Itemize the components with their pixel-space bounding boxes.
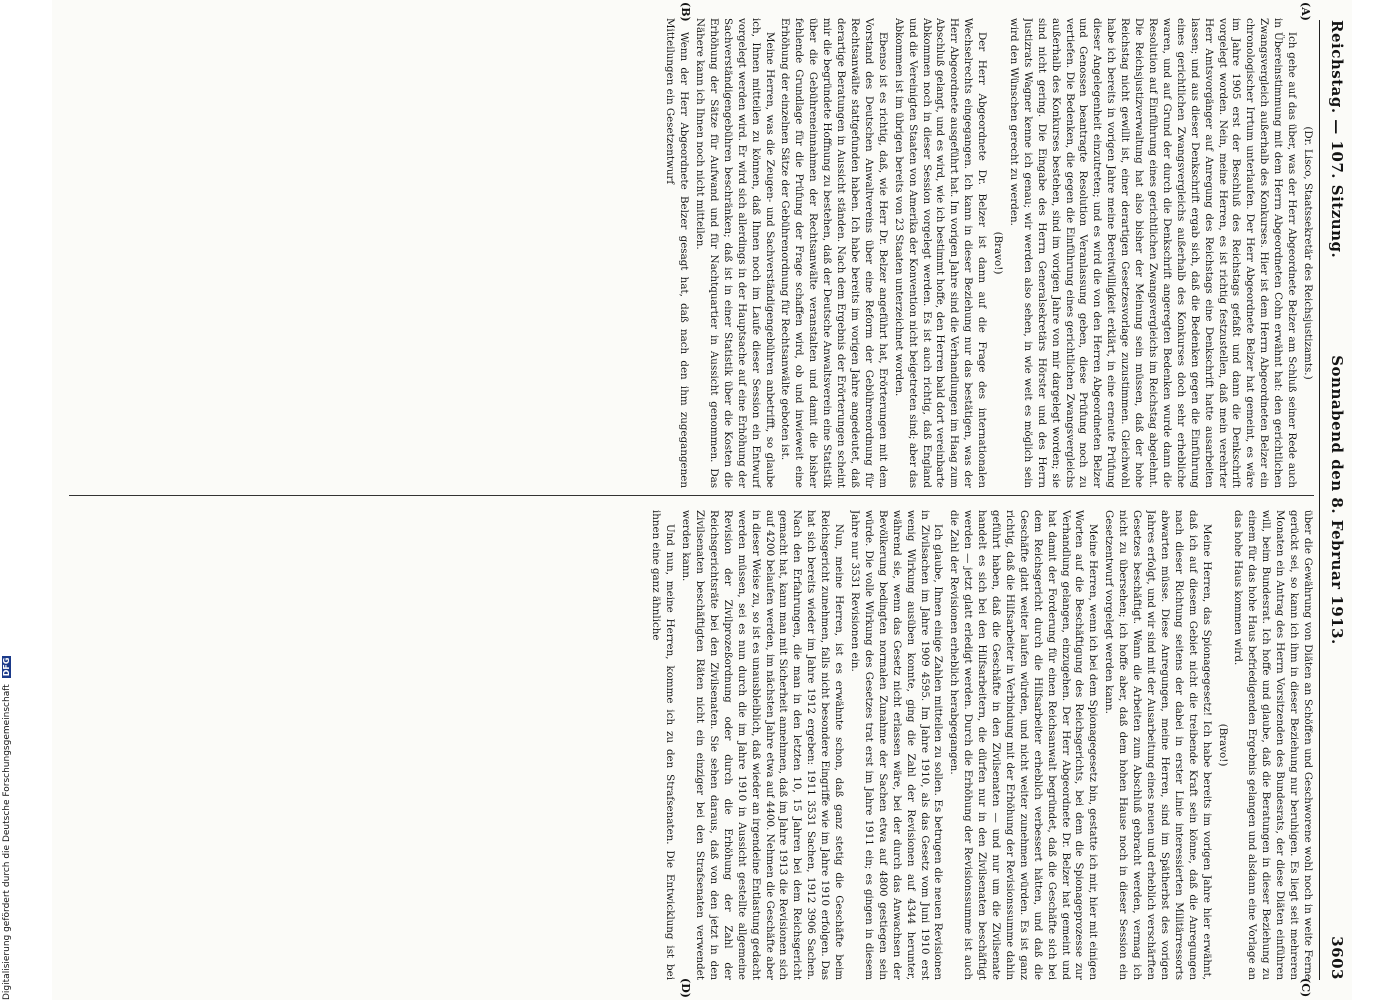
- paragraph: Und nun, meine Herren, komme ich zu den Strafsenaten. Die Entwicklung ist bei ihnen eine ganz ähnliche: [650, 510, 677, 980]
- page-number: 3603: [1328, 936, 1346, 980]
- paragraph: Meine Herren, wenn ich bei dem Spionagegesetz bin, gestatte ich mir, hier mit einigen Worten auf die Beschäftigung des Reichsgerichts, bei dem die Spionageprozesse zur Verhandlung gelangen, einzugehen. Der Herr Abgeordnete Dr. Belzer hat gemeint und hat damit der Forderung für einen Reichsanwalt begründet, daß die Geschäfte sich bei dem Reichsgericht durch die Hilfsarbeiter erheblich verbessert hätten, und daß die Geschäfte glatt weiter laufen würden, und nicht weiter zunehmen würden. Es ist ganz richtig, daß die Hilfsarbeiter in Verbindung mit der Erhöhung der Revisionssumme dahin geführt haben, daß die Geschäfte in den Zivilsenaten — und nur um die Zivilsenate handelt es sich bei den Hilfsarbeitern, die dürfen nur in den Zivilsenaten beschäftigt werden — jetzt glatt erledigt werden. Durch die Erhöhung der Revisionssumme ist auch die Zahl der Revisionen erheblich herabgegangen.: [948, 510, 1100, 980]
- header-date: Sonnabend den 8. Februar 1913.: [1328, 355, 1346, 645]
- paragraph: Wenn der Herr Abgeordnete Belzer gesagt hat, daß nach den ihm zugegangenen Mitteilungen ein Gesetzentwurf: [664, 18, 691, 488]
- applause-note: (Bravo!): [1216, 723, 1229, 767]
- scanned-page: [52, 0, 1352, 1000]
- digitization-credit: [2, 0, 16, 1000]
- header-left: Reichstag. — 107. Sitzung.: [1328, 20, 1346, 259]
- dfg-logo: DFG: [2, 657, 11, 677]
- applause-note: (Bravo!): [992, 231, 1005, 275]
- left-column: [69, 18, 1314, 488]
- margin-mark-d: (D): [679, 978, 692, 998]
- paragraph: Ich glaube, Ihnen einige Zahlen mitteilen zu sollen. Es betrugen die neuen Revisionen in Zivilsachen im Jahre 1909 4595. Im Jahre 1910, als das Gesetz vom Juni 1910 erst wenig Wirkung ausüben konnte, ging die Zahl der Revisionen auf 4344 herunter, während sie, wenn das Gesetz nicht erlassen wäre, bei der durch das Anwachsen der Bevölkerung bedingten normalen Zunahme der Sachen etwa auf 4800 gestiegen sein würde. Die volle Wirkung des Gesetzes trat erst im Jahre 1911 ein; es gingen in diesem Jahre nur 3531 Revisionen ein.: [849, 510, 945, 980]
- margin-mark-a: (A): [1299, 2, 1312, 21]
- column-divider: [69, 495, 1314, 496]
- paragraph: Meine Herren, was die Zeugen- und Sachverständigengebühren anbetrifft, so glaube ich, Ihnen mitteilen zu können, daß Ihnen noch im Laufe dieser Session ein Entwurf vorgelegt werden wird. Er wird sich allerdings in der Hauptsache auf eine Erhöhung der Sachverständigengebühren beschränken; daß ist in einer Statistik über die Kosten die Erhöhung der Sätze für Aufwand und für Nachtquartier in Aussicht genommen. Das Nähere kann ich Ihnen noch nicht mitteilen.: [694, 18, 776, 488]
- paragraph: über die Gewährung von Diäten an Schöffen und Geschworene wohl noch in weite Ferne gerückt sei, so kann ich ihm in dieser Beziehung nur beruhigen. Es liegt seit mehreren Monaten ein Antrag des Herrn Vorsitzenden des Bundesrats, der diese Diäten einführen will, beim Bundesrat. Ich hoffe und glaube, daß die Beratungen in dieser Beziehung zu einem für das hohe Haus befriedigenden Ergebnis gelangen und alsdann eine Vorlage an das hohe Haus kommen wird.: [1232, 510, 1314, 980]
- paragraph: Ich gehe auf das über, was der Herr Abgeordnete Belzer am Schluß seiner Rede auch in Übereinstimmung mit dem Herrn Abgeordneten Cohn erwähnt hat: den gerichtlichen Zwangsvergleich außerhalb des Konkurses. Hier ist dem Herrn Abgeordneten Belzer ein chronologischer Irrtum unterlaufen. Der Herr Abgeordnete Belzer hat gemeint, es wäre im Jahre 1905 erst der Beschluß des Reichstags gefaßt und dann die Denkschrift vorgelegt worden. Nein, meine Herren, es ist richtig festzustellen, daß mein verehrter Herr Amtsvorgänger auf Anregung des Reichstags eine Denkschrift hatte ausarbeiten lassen; und aus dieser Denkschrift ergab sich, daß die Bedenken gegen die Einführung eines gerichtlichen Zwangsvergleichs außerhalb des Konkurses doch sehr erhebliche waren, und auf Grund der durch die Denkschrift angeregten Bedenken wurde dann die Resolution auf Einführung eines gerichtlichen Zwangsvergleichs im Reichstag abgelehnt. Die Reichsjustizverwaltung hat also bisher der Meinung sein müssen, daß der hohe Reichstag nicht gewillt ist, einer derartigen Gesetzesvorlage zuzustimmen. Gleichwohl habe ich bereits in vorigen Jahre meine Bereitwilligkeit erklärt, in eine erneute Prüfung dieser Angelegenheit einzutreten; und es wird die von den Herren Abgeordneten Belzer und Genossen beantragte Resolution Veranlassung geben, diese Prüfung noch zu vertiefen. Die Bedenken, die gegen die Einführung eines gerichtlichen Zwangsvergleichs außerhalb des Konkurses bestehen, sind im vorigen Jahre von mir dargelegt worden; sie sind nicht gering. Die Eingabe des Herrn Generalsekretärs Hörster und des Herrn Justizrats Wagner kenne ich genau; wir werden also sehen, in wie weit es möglich sein wird den Wünschen gerecht zu werden.: [1007, 18, 1299, 488]
- paragraph: Ebenso ist es richtig, daß, wie Herr Dr. Belzer angeführt hat, Erörterungen mit dem Vorstand des Deutschen Anwaltvereins über eine Reform der Gebührenordnung für Rechtsanwälte stattgefunden haben. Ich habe bereits im vorigen Jahre angedeutet, daß derartige Beratungen in Aussicht ständen. Nach dem Ergebnis der Erörterungen scheint mir die begründete Hoffnung zu bestehen, daß der Deutsche Anwaltsverein eine Statistik über die Gebühreneinnahmen der Rechtsanwälte veranstalten und damit die bisher fehlende Grundlage für die Prüfung der Frage schaffen wird, ob und inwieweit eine Erhöhung der einzelnen Sätze der Gebührenordnung für Rechtsanwälte geboten ist.: [779, 18, 889, 488]
- paragraph: Nun, meine Herren, ist es erwähnte schon, daß ganz stetig die Geschäfte beim Reichsgericht zunehmen, falls nicht besondere Eingriffe wie im Jahre 1910 erfolgen. Das hat sich bereits wieder im Jahre 1912 ergeben: 1911 3531 Sachen, 1912 3906 Sachen. Nach den Erfahrungen, die man in den letzten 10, 15 Jahren bei dem Reichsgericht gemacht hat, kann man mit Sicherheit annehmen, daß im Jahre 1913 die Revisionen sich auf 4200 belaufen werden, im nächsten Jahre etwa auf 4400. Nehmen die Geschäfte aber in dieser Weise zu, so ist es unausbleiblich, daß wieder an irgendeine Entlastung gedacht werden müssen, sei es nun durch die im Jahre 1910 in Aussicht gestellte allgemeine Revision der Zivilprozeßordnung oder durch die Erhöhung der Zahl der Reichsgerichtsräte bei den Zivilsenaten. Sie sehen daraus, daß von den jetzt in den Zivilsenaten beschäftigten Räten nicht ein einziger bei den Strafsenaten verwendet werden kann.: [680, 510, 846, 980]
- page-header: [1322, 20, 1346, 980]
- margin-mark-c: (C): [1299, 978, 1312, 998]
- credit-text: Digitalisierung gefördert durch die Deutsche Forschungsgemeinschaft: [2, 684, 12, 1000]
- margin-mark-b: (B): [679, 2, 692, 22]
- right-column: [69, 510, 1314, 980]
- header-rule: [1319, 20, 1320, 980]
- speaker-line: (Dr. Lisco, Staatssekretär des Reichsjustizamts.): [1302, 126, 1314, 380]
- paragraph: Der Herr Abgeordnete Dr. Belzer ist dann auf die Frage des internationalen Wechselrechts eingegangen. Ich kann in dieser Beziehung nur das bestätigen, was der Herr Abgeordnete ausgeführt hat. Im vorigen Jahre sind die Verhandlungen im Haag zum Abschluß gelangt, und es wird, wie ich bestimmt hoffe, den Herren bald dort vereinbarte Abkommen noch in dieser Session vorgelegt werden. Es ist auch richtig, daß England und die Vereinigten Staaten von Amerika der Konvention nicht beigetreten sind; aber das Abkommen ist im übrigen bereits von 23 Staaten unterzeichnet worden.: [892, 18, 989, 488]
- paragraph: Meine Herren, das Spionagegesetz! Ich habe bereits im vorigen Jahre hier erwähnt, daß ich auf diesem Gebiet nicht die treibende Kraft sein könne, daß die Anregungen nach dieser Richtung seitens der dabei in erster Linie interessierten Militärressorts abwarten müsse. Diese Anregungen, meine Herren, sind im Spätherbst des vorigen Jahres erfolgt, und wir sind mit der Ausarbeitung eines neuen und erheblich verschärften Gesetzes beschäftigt. Wann die Arbeiten zum Abschluß gebracht werden, vermag ich nicht zu übersehen; ich hoffe aber, daß dem hohen Hause noch in dieser Session ein Gesetzentwurf vorgelegt werden kann.: [1103, 510, 1213, 980]
